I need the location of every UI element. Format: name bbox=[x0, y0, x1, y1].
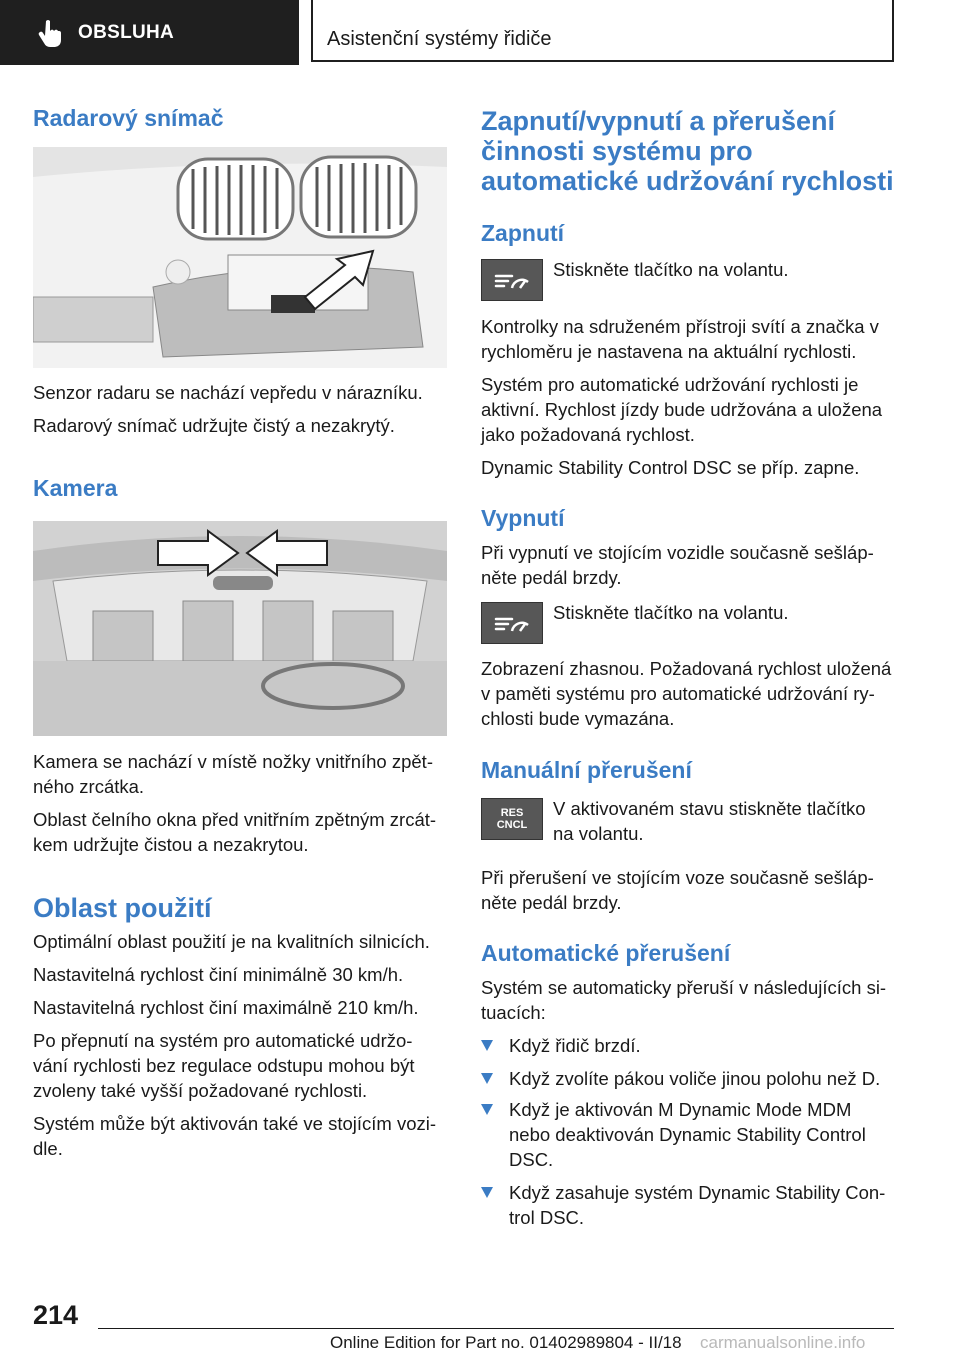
usage-text-4a: Po přepnutí na systém pro automatické udržo‐ bbox=[33, 1030, 413, 1051]
main-heading-2: činnosti systému pro bbox=[481, 136, 753, 166]
on-button-text: Stiskněte tlačítko na volantu. bbox=[553, 259, 789, 280]
cruise-control-icon bbox=[492, 268, 532, 292]
usage-text-3: Nastavitelná rychlost činí maximálně 210 km/h. bbox=[33, 997, 419, 1018]
front-bumper-illustration bbox=[33, 147, 447, 368]
usage-text-1: Optimální oblast použití je na kvalitních silnicích. bbox=[33, 931, 430, 952]
hand-icon bbox=[38, 19, 64, 47]
main-heading-1: Zapnutí/vypnutí a přerušení bbox=[481, 106, 836, 136]
bullet-triangle-icon bbox=[481, 1040, 493, 1051]
cruise-button-off bbox=[481, 602, 543, 644]
camera-text-2b: kem udržujte čistou a nezakrytou. bbox=[33, 834, 309, 855]
usage-text-4b: vání rychlosti bez regulace odstupu mohou být bbox=[33, 1055, 415, 1076]
cruise-control-icon bbox=[492, 611, 532, 635]
usage-heading: Oblast použití bbox=[33, 893, 212, 923]
chapter-title: Asistenční systémy řidiče bbox=[327, 28, 552, 50]
manual-text-1b: něte pedál brzdy. bbox=[481, 892, 622, 913]
off-text-2b: v paměti systému pro automatické udržování ry‐ bbox=[481, 683, 875, 704]
off-text-2c: chlosti bude vymazána. bbox=[481, 708, 675, 729]
usage-text-4c: zvoleny také vyšší požadované rychlosti. bbox=[33, 1080, 368, 1101]
watermark: carmanualsonline.info bbox=[700, 1333, 866, 1352]
usage-text-2: Nastavitelná rychlost činí minimálně 30 km/h. bbox=[33, 964, 404, 985]
off-text-2a: Zobrazení zhasnou. Požadovaná rychlost uložená bbox=[481, 658, 892, 679]
section-tab bbox=[0, 0, 299, 65]
manual-button-text-b: na volantu. bbox=[553, 823, 644, 844]
on-text-2a: Systém pro automatické udržování rychlosti je bbox=[481, 374, 859, 395]
on-text-2c: jako požadovaná rychlost. bbox=[481, 424, 695, 445]
usage-text-5b: dle. bbox=[33, 1138, 63, 1159]
radar-text-1: Senzor radaru se nachází vepředu v nárazníku. bbox=[33, 382, 423, 403]
off-text-1a: Při vypnutí ve stojícím vozidle současně sešláp‐ bbox=[481, 542, 874, 563]
manual-button-text-a: V aktivovaném stavu stiskněte tlačítko bbox=[553, 798, 866, 819]
camera-heading: Kamera bbox=[33, 475, 118, 501]
bullet-triangle-icon bbox=[481, 1104, 493, 1115]
cruise-button-on bbox=[481, 259, 543, 301]
footer-edition: Online Edition for Part no. 01402989804 - II/18 bbox=[330, 1333, 682, 1352]
off-heading: Vypnutí bbox=[481, 505, 565, 531]
section-label: OBSLUHA bbox=[78, 21, 175, 43]
chapter-header bbox=[311, 0, 894, 62]
page-number: 214 bbox=[33, 1300, 79, 1330]
manual-heading: Manuální přerušení bbox=[481, 757, 692, 783]
car-interior-illustration bbox=[33, 521, 447, 736]
camera-text-2a: Oblast čelního okna před vnitřním zpětným zrcát‐ bbox=[33, 809, 437, 830]
radar-sensor-image bbox=[33, 147, 447, 368]
res-cncl-label: RES CNCL bbox=[496, 807, 528, 831]
auto-heading: Automatické přerušení bbox=[481, 940, 731, 966]
radar-heading: Radarový snímač bbox=[33, 105, 224, 131]
auto-text-1b: tuacích: bbox=[481, 1002, 546, 1023]
off-text-1b: něte pedál brzdy. bbox=[481, 567, 622, 588]
camera-text-1a: Kamera se nachází v místě nožky vnitřního zpět‐ bbox=[33, 751, 433, 772]
camera-image bbox=[33, 521, 447, 736]
usage-text-5a: Systém může být aktivován také ve stojícím vozi‐ bbox=[33, 1113, 437, 1134]
manual-text-1a: Při přerušení ve stojícím voze současně sešláp‐ bbox=[481, 867, 874, 888]
camera-text-1b: ného zrcátka. bbox=[33, 776, 145, 797]
auto-text-1a: Systém se automaticky přeruší v následujících si‐ bbox=[481, 977, 887, 998]
on-text-2b: aktivní. Rychlost jízdy bude udržována a uložena bbox=[481, 399, 883, 420]
bullet-triangle-icon bbox=[481, 1073, 493, 1084]
main-heading-3: automatické udržování rychlosti bbox=[481, 166, 894, 196]
radar-text-2: Radarový snímač udržujte čistý a nezakrytý. bbox=[33, 415, 395, 436]
on-heading: Zapnutí bbox=[481, 220, 565, 246]
res-cncl-button bbox=[481, 798, 543, 840]
list-item: Když zasahuje systém Dynamic Stability Con‐ trol DSC. bbox=[481, 1180, 901, 1230]
list-item: Když je aktivován M Dynamic Mode MDM nebo deaktivován Dynamic Stability Control DSC. bbox=[481, 1097, 901, 1172]
off-button-text: Stiskněte tlačítko na volantu. bbox=[553, 602, 789, 623]
list-item: Když zvolíte pákou voliče jinou polohu než D. bbox=[481, 1066, 901, 1091]
footer-rule bbox=[98, 1328, 894, 1329]
list-item: Když řidič brzdí. bbox=[481, 1033, 901, 1058]
on-text-1b: rychloměru je nastavena na aktuální rychlosti. bbox=[481, 341, 857, 362]
bullet-triangle-icon bbox=[481, 1187, 493, 1198]
on-text-3: Dynamic Stability Control DSC se příp. zapne. bbox=[481, 457, 860, 478]
on-text-1a: Kontrolky na sdruženém přístroji svítí a značka v bbox=[481, 316, 879, 337]
